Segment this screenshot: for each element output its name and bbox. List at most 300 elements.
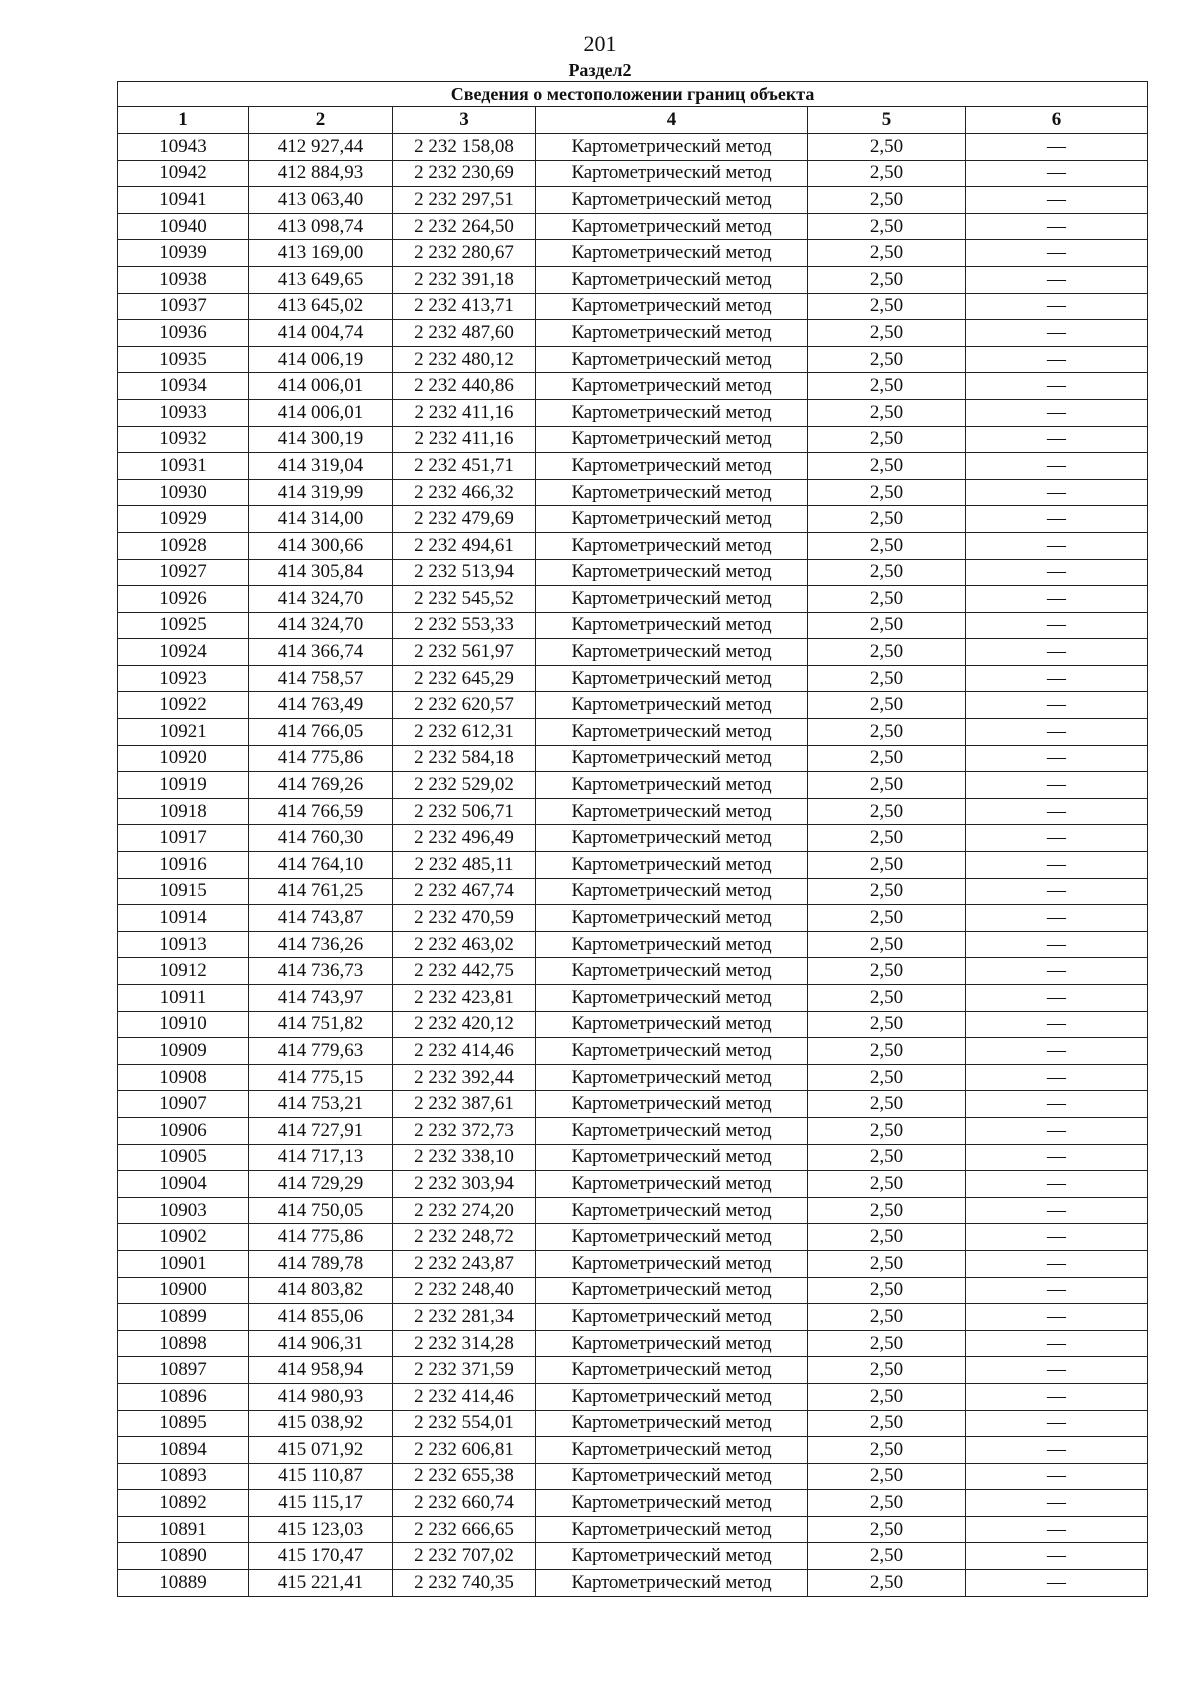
table-row — [118, 1117, 1148, 1144]
point-number-cell: 10899 — [118, 1304, 249, 1331]
column-header-3: 3 — [393, 107, 536, 134]
note-cell: — — [966, 719, 1148, 746]
method-cell: Картометрический метод — [536, 1570, 808, 1597]
table-row — [118, 1064, 1148, 1091]
table-row — [118, 1144, 1148, 1171]
accuracy-cell: 2,50 — [808, 719, 966, 746]
method-cell: Картометрический метод — [536, 1277, 808, 1304]
y-coordinate-cell: 2 232 666,65 — [393, 1516, 536, 1543]
x-coordinate-cell: 414 775,86 — [249, 1224, 393, 1251]
x-coordinate-cell: 414 006,19 — [249, 346, 393, 373]
y-coordinate-cell: 2 232 466,32 — [393, 479, 536, 506]
table-row — [118, 213, 1148, 240]
y-coordinate-cell: 2 232 420,12 — [393, 1011, 536, 1038]
table-row — [118, 373, 1148, 400]
column-header-5: 5 — [808, 107, 966, 134]
y-coordinate-cell: 2 232 338,10 — [393, 1144, 536, 1171]
accuracy-cell: 2,50 — [808, 240, 966, 267]
accuracy-cell: 2,50 — [808, 1224, 966, 1251]
table-row — [118, 399, 1148, 426]
point-number-cell: 10902 — [118, 1224, 249, 1251]
accuracy-cell: 2,50 — [808, 798, 966, 825]
note-cell: — — [966, 772, 1148, 799]
method-cell: Картометрический метод — [536, 772, 808, 799]
x-coordinate-cell: 414 855,06 — [249, 1304, 393, 1331]
y-coordinate-cell: 2 232 513,94 — [393, 559, 536, 586]
method-cell: Картометрический метод — [536, 1011, 808, 1038]
x-coordinate-cell: 414 750,05 — [249, 1197, 393, 1224]
y-coordinate-cell: 2 232 545,52 — [393, 586, 536, 613]
x-coordinate-cell: 414 300,19 — [249, 426, 393, 453]
point-number-cell: 10914 — [118, 905, 249, 932]
method-cell: Картометрический метод — [536, 931, 808, 958]
method-cell: Картометрический метод — [536, 825, 808, 852]
method-cell: Картометрический метод — [536, 240, 808, 267]
table-row — [118, 160, 1148, 187]
table-row — [118, 1357, 1148, 1384]
table-row — [118, 772, 1148, 799]
table-caption-row — [118, 82, 1148, 107]
accuracy-cell: 2,50 — [808, 985, 966, 1012]
accuracy-cell: 2,50 — [808, 1516, 966, 1543]
table-row — [118, 931, 1148, 958]
accuracy-cell: 2,50 — [808, 373, 966, 400]
accuracy-cell: 2,50 — [808, 1463, 966, 1490]
point-number-cell: 10912 — [118, 958, 249, 985]
y-coordinate-cell: 2 232 371,59 — [393, 1357, 536, 1384]
note-cell: — — [966, 1516, 1148, 1543]
x-coordinate-cell: 414 751,82 — [249, 1011, 393, 1038]
accuracy-cell: 2,50 — [808, 586, 966, 613]
accuracy-cell: 2,50 — [808, 1171, 966, 1198]
method-cell: Картометрический метод — [536, 293, 808, 320]
note-cell: — — [966, 878, 1148, 905]
note-cell: — — [966, 320, 1148, 347]
accuracy-cell: 2,50 — [808, 1357, 966, 1384]
section-title: Раздел2 — [568, 60, 632, 80]
x-coordinate-cell: 415 221,41 — [249, 1570, 393, 1597]
method-cell: Картометрический метод — [536, 1064, 808, 1091]
accuracy-cell: 2,50 — [808, 187, 966, 214]
y-coordinate-cell: 2 232 553,33 — [393, 612, 536, 639]
point-number-cell: 10895 — [118, 1410, 249, 1437]
table-row — [118, 1570, 1148, 1597]
note-cell: — — [966, 532, 1148, 559]
accuracy-cell: 2,50 — [808, 1197, 966, 1224]
y-coordinate-cell: 2 232 494,61 — [393, 532, 536, 559]
y-coordinate-cell: 2 232 584,18 — [393, 745, 536, 772]
y-coordinate-cell: 2 232 372,73 — [393, 1117, 536, 1144]
y-coordinate-cell: 2 232 463,02 — [393, 931, 536, 958]
accuracy-cell: 2,50 — [808, 559, 966, 586]
table-row — [118, 1410, 1148, 1437]
table-row — [118, 1171, 1148, 1198]
accuracy-cell: 2,50 — [808, 160, 966, 187]
point-number-cell: 10940 — [118, 213, 249, 240]
method-cell: Картометрический метод — [536, 426, 808, 453]
point-number-cell: 10933 — [118, 399, 249, 426]
note-cell: — — [966, 240, 1148, 267]
table-row — [118, 798, 1148, 825]
y-coordinate-cell: 2 232 281,34 — [393, 1304, 536, 1331]
table-row — [118, 1197, 1148, 1224]
point-number-cell: 10943 — [118, 134, 249, 161]
note-cell: — — [966, 1304, 1148, 1331]
note-cell: — — [966, 373, 1148, 400]
x-coordinate-cell: 414 758,57 — [249, 665, 393, 692]
note-cell: — — [966, 453, 1148, 480]
x-coordinate-cell: 414 729,29 — [249, 1171, 393, 1198]
table-row — [118, 1463, 1148, 1490]
table-row — [118, 1304, 1148, 1331]
point-number-cell: 10935 — [118, 346, 249, 373]
table-row — [118, 1011, 1148, 1038]
note-cell: — — [966, 213, 1148, 240]
x-coordinate-cell: 414 314,00 — [249, 506, 393, 533]
table-row — [118, 1490, 1148, 1517]
method-cell: Картометрический метод — [536, 134, 808, 161]
method-cell: Картометрический метод — [536, 266, 808, 293]
table-row — [118, 532, 1148, 559]
note-cell: — — [966, 798, 1148, 825]
accuracy-cell: 2,50 — [808, 665, 966, 692]
point-number-cell: 10910 — [118, 1011, 249, 1038]
table-row — [118, 293, 1148, 320]
x-coordinate-cell: 413 063,40 — [249, 187, 393, 214]
method-cell: Картометрический метод — [536, 665, 808, 692]
note-cell: — — [966, 958, 1148, 985]
table-row — [118, 719, 1148, 746]
table-row — [118, 1277, 1148, 1304]
note-cell: — — [966, 426, 1148, 453]
accuracy-cell: 2,50 — [808, 346, 966, 373]
x-coordinate-cell: 414 769,26 — [249, 772, 393, 799]
accuracy-cell: 2,50 — [808, 905, 966, 932]
table-row — [118, 1516, 1148, 1543]
x-coordinate-cell: 415 170,47 — [249, 1543, 393, 1570]
note-cell: — — [966, 1463, 1148, 1490]
table-row — [118, 134, 1148, 161]
table-header-row — [118, 107, 1148, 134]
y-coordinate-cell: 2 232 303,94 — [393, 1171, 536, 1198]
note-cell: — — [966, 1171, 1148, 1198]
note-cell: — — [966, 1011, 1148, 1038]
x-coordinate-cell: 415 123,03 — [249, 1516, 393, 1543]
x-coordinate-cell: 413 169,00 — [249, 240, 393, 267]
point-number-cell: 10905 — [118, 1144, 249, 1171]
note-cell: — — [966, 293, 1148, 320]
accuracy-cell: 2,50 — [808, 958, 966, 985]
point-number-cell: 10906 — [118, 1117, 249, 1144]
accuracy-cell: 2,50 — [808, 1543, 966, 1570]
method-cell: Картометрический метод — [536, 1543, 808, 1570]
accuracy-cell: 2,50 — [808, 293, 966, 320]
x-coordinate-cell: 414 779,63 — [249, 1038, 393, 1065]
accuracy-cell: 2,50 — [808, 1250, 966, 1277]
method-cell: Картометрический метод — [536, 559, 808, 586]
x-coordinate-cell: 414 763,49 — [249, 692, 393, 719]
method-cell: Картометрический метод — [536, 1197, 808, 1224]
note-cell: — — [966, 1277, 1148, 1304]
column-header-6: 6 — [966, 107, 1148, 134]
point-number-cell: 10913 — [118, 931, 249, 958]
table-row — [118, 1330, 1148, 1357]
accuracy-cell: 2,50 — [808, 1064, 966, 1091]
table-body — [118, 134, 1148, 1597]
x-coordinate-cell: 414 305,84 — [249, 559, 393, 586]
y-coordinate-cell: 2 232 440,86 — [393, 373, 536, 400]
y-coordinate-cell: 2 232 297,51 — [393, 187, 536, 214]
method-cell: Картометрический метод — [536, 639, 808, 666]
table-row — [118, 1038, 1148, 1065]
table-row — [118, 187, 1148, 214]
point-number-cell: 10924 — [118, 639, 249, 666]
point-number-cell: 10892 — [118, 1490, 249, 1517]
note-cell: — — [966, 559, 1148, 586]
x-coordinate-cell: 413 649,65 — [249, 266, 393, 293]
y-coordinate-cell: 2 232 248,40 — [393, 1277, 536, 1304]
accuracy-cell: 2,50 — [808, 266, 966, 293]
table-row — [118, 639, 1148, 666]
point-number-cell: 10907 — [118, 1091, 249, 1118]
accuracy-cell: 2,50 — [808, 692, 966, 719]
note-cell: — — [966, 1330, 1148, 1357]
method-cell: Картометрический метод — [536, 1357, 808, 1384]
note-cell: — — [966, 586, 1148, 613]
point-number-cell: 10900 — [118, 1277, 249, 1304]
point-number-cell: 10927 — [118, 559, 249, 586]
y-coordinate-cell: 2 232 467,74 — [393, 878, 536, 905]
x-coordinate-cell: 414 980,93 — [249, 1383, 393, 1410]
x-coordinate-cell: 414 958,94 — [249, 1357, 393, 1384]
y-coordinate-cell: 2 232 480,12 — [393, 346, 536, 373]
point-number-cell: 10891 — [118, 1516, 249, 1543]
point-number-cell: 10931 — [118, 453, 249, 480]
method-cell: Картометрический метод — [536, 506, 808, 533]
table-row — [118, 825, 1148, 852]
method-cell: Картометрический метод — [536, 1144, 808, 1171]
method-cell: Картометрический метод — [536, 745, 808, 772]
y-coordinate-cell: 2 232 479,69 — [393, 506, 536, 533]
x-coordinate-cell: 414 766,05 — [249, 719, 393, 746]
accuracy-cell: 2,50 — [808, 213, 966, 240]
table-row — [118, 852, 1148, 879]
y-coordinate-cell: 2 232 496,49 — [393, 825, 536, 852]
table-row — [118, 692, 1148, 719]
accuracy-cell: 2,50 — [808, 532, 966, 559]
y-coordinate-cell: 2 232 392,44 — [393, 1064, 536, 1091]
table-row — [118, 1437, 1148, 1464]
point-number-cell: 10918 — [118, 798, 249, 825]
y-coordinate-cell: 2 232 314,28 — [393, 1330, 536, 1357]
method-cell: Картометрический метод — [536, 213, 808, 240]
method-cell: Картометрический метод — [536, 1171, 808, 1198]
point-number-cell: 10934 — [118, 373, 249, 400]
note-cell: — — [966, 1543, 1148, 1570]
y-coordinate-cell: 2 232 280,67 — [393, 240, 536, 267]
y-coordinate-cell: 2 232 248,72 — [393, 1224, 536, 1251]
note-cell: — — [966, 1091, 1148, 1118]
method-cell: Картометрический метод — [536, 1330, 808, 1357]
note-cell: — — [966, 1410, 1148, 1437]
note-cell: — — [966, 346, 1148, 373]
method-cell: Картометрический метод — [536, 719, 808, 746]
point-number-cell: 10939 — [118, 240, 249, 267]
note-cell: — — [966, 905, 1148, 932]
y-coordinate-cell: 2 232 487,60 — [393, 320, 536, 347]
note-cell: — — [966, 1197, 1148, 1224]
y-coordinate-cell: 2 232 529,02 — [393, 772, 536, 799]
accuracy-cell: 2,50 — [808, 1277, 966, 1304]
point-number-cell: 10938 — [118, 266, 249, 293]
note-cell: — — [966, 479, 1148, 506]
method-cell: Картометрический метод — [536, 373, 808, 400]
y-coordinate-cell: 2 232 506,71 — [393, 798, 536, 825]
point-number-cell: 10896 — [118, 1383, 249, 1410]
point-number-cell: 10909 — [118, 1038, 249, 1065]
y-coordinate-cell: 2 232 413,71 — [393, 293, 536, 320]
method-cell: Картометрический метод — [536, 399, 808, 426]
point-number-cell: 10936 — [118, 320, 249, 347]
x-coordinate-cell: 414 736,73 — [249, 958, 393, 985]
accuracy-cell: 2,50 — [808, 1011, 966, 1038]
y-coordinate-cell: 2 232 606,81 — [393, 1437, 536, 1464]
y-coordinate-cell: 2 232 264,50 — [393, 213, 536, 240]
y-coordinate-cell: 2 232 411,16 — [393, 426, 536, 453]
method-cell: Картометрический метод — [536, 852, 808, 879]
x-coordinate-cell: 414 743,97 — [249, 985, 393, 1012]
accuracy-cell: 2,50 — [808, 506, 966, 533]
x-coordinate-cell: 414 789,78 — [249, 1250, 393, 1277]
method-cell: Картометрический метод — [536, 692, 808, 719]
y-coordinate-cell: 2 232 158,08 — [393, 134, 536, 161]
column-header-1: 1 — [118, 107, 249, 134]
method-cell: Картометрический метод — [536, 1304, 808, 1331]
method-cell: Картометрический метод — [536, 1410, 808, 1437]
table-row — [118, 266, 1148, 293]
point-number-cell: 10915 — [118, 878, 249, 905]
method-cell: Картометрический метод — [536, 187, 808, 214]
point-number-cell: 10904 — [118, 1171, 249, 1198]
accuracy-cell: 2,50 — [808, 639, 966, 666]
table-row — [118, 1383, 1148, 1410]
method-cell: Картометрический метод — [536, 958, 808, 985]
note-cell: — — [966, 160, 1148, 187]
note-cell: — — [966, 665, 1148, 692]
note-cell: — — [966, 1357, 1148, 1384]
note-cell: — — [966, 1437, 1148, 1464]
table-row — [118, 665, 1148, 692]
x-coordinate-cell: 414 753,21 — [249, 1091, 393, 1118]
note-cell: — — [966, 931, 1148, 958]
note-cell: — — [966, 399, 1148, 426]
method-cell: Картометрический метод — [536, 1437, 808, 1464]
note-cell: — — [966, 1250, 1148, 1277]
page-number: 201 — [583, 31, 617, 56]
y-coordinate-cell: 2 232 274,20 — [393, 1197, 536, 1224]
method-cell: Картометрический метод — [536, 1490, 808, 1517]
method-cell: Картометрический метод — [536, 346, 808, 373]
y-coordinate-cell: 2 232 414,46 — [393, 1383, 536, 1410]
method-cell: Картометрический метод — [536, 479, 808, 506]
point-number-cell: 10919 — [118, 772, 249, 799]
accuracy-cell: 2,50 — [808, 772, 966, 799]
x-coordinate-cell: 414 366,74 — [249, 639, 393, 666]
table-row — [118, 1250, 1148, 1277]
method-cell: Картометрический метод — [536, 160, 808, 187]
x-coordinate-cell: 414 760,30 — [249, 825, 393, 852]
accuracy-cell: 2,50 — [808, 134, 966, 161]
x-coordinate-cell: 415 110,87 — [249, 1463, 393, 1490]
x-coordinate-cell: 414 319,04 — [249, 453, 393, 480]
table-row — [118, 320, 1148, 347]
note-cell: — — [966, 1383, 1148, 1410]
y-coordinate-cell: 2 232 620,57 — [393, 692, 536, 719]
note-cell: — — [966, 1144, 1148, 1171]
point-number-cell: 10926 — [118, 586, 249, 613]
point-number-cell: 10922 — [118, 692, 249, 719]
method-cell: Картометрический метод — [536, 320, 808, 347]
accuracy-cell: 2,50 — [808, 1437, 966, 1464]
accuracy-cell: 2,50 — [808, 426, 966, 453]
x-coordinate-cell: 414 006,01 — [249, 399, 393, 426]
note-cell: — — [966, 985, 1148, 1012]
x-coordinate-cell: 414 775,86 — [249, 745, 393, 772]
note-cell: — — [966, 639, 1148, 666]
x-coordinate-cell: 414 766,59 — [249, 798, 393, 825]
point-number-cell: 10894 — [118, 1437, 249, 1464]
table-caption: Сведения о местоположении границ объекта — [118, 82, 1148, 107]
method-cell: Картометрический метод — [536, 1224, 808, 1251]
accuracy-cell: 2,50 — [808, 1570, 966, 1597]
table-row — [118, 985, 1148, 1012]
x-coordinate-cell: 414 319,99 — [249, 479, 393, 506]
point-number-cell: 10930 — [118, 479, 249, 506]
y-coordinate-cell: 2 232 740,35 — [393, 1570, 536, 1597]
column-header-4: 4 — [536, 107, 808, 134]
point-number-cell: 10937 — [118, 293, 249, 320]
accuracy-cell: 2,50 — [808, 399, 966, 426]
point-number-cell: 10903 — [118, 1197, 249, 1224]
point-number-cell: 10917 — [118, 825, 249, 852]
note-cell: — — [966, 506, 1148, 533]
method-cell: Картометрический метод — [536, 453, 808, 480]
note-cell: — — [966, 187, 1148, 214]
x-coordinate-cell: 414 004,74 — [249, 320, 393, 347]
note-cell: — — [966, 1038, 1148, 1065]
point-number-cell: 10893 — [118, 1463, 249, 1490]
note-cell: — — [966, 1570, 1148, 1597]
accuracy-cell: 2,50 — [808, 453, 966, 480]
x-coordinate-cell: 414 761,25 — [249, 878, 393, 905]
table-row — [118, 453, 1148, 480]
column-header-2: 2 — [249, 107, 393, 134]
note-cell: — — [966, 266, 1148, 293]
accuracy-cell: 2,50 — [808, 745, 966, 772]
point-number-cell: 10941 — [118, 187, 249, 214]
y-coordinate-cell: 2 232 707,02 — [393, 1543, 536, 1570]
table-row — [118, 559, 1148, 586]
boundary-coordinates-table — [117, 81, 1148, 1597]
point-number-cell: 10920 — [118, 745, 249, 772]
note-cell: — — [966, 692, 1148, 719]
point-number-cell: 10890 — [118, 1543, 249, 1570]
note-cell: — — [966, 1490, 1148, 1517]
method-cell: Картометрический метод — [536, 798, 808, 825]
note-cell: — — [966, 852, 1148, 879]
table-row — [118, 905, 1148, 932]
y-coordinate-cell: 2 232 645,29 — [393, 665, 536, 692]
